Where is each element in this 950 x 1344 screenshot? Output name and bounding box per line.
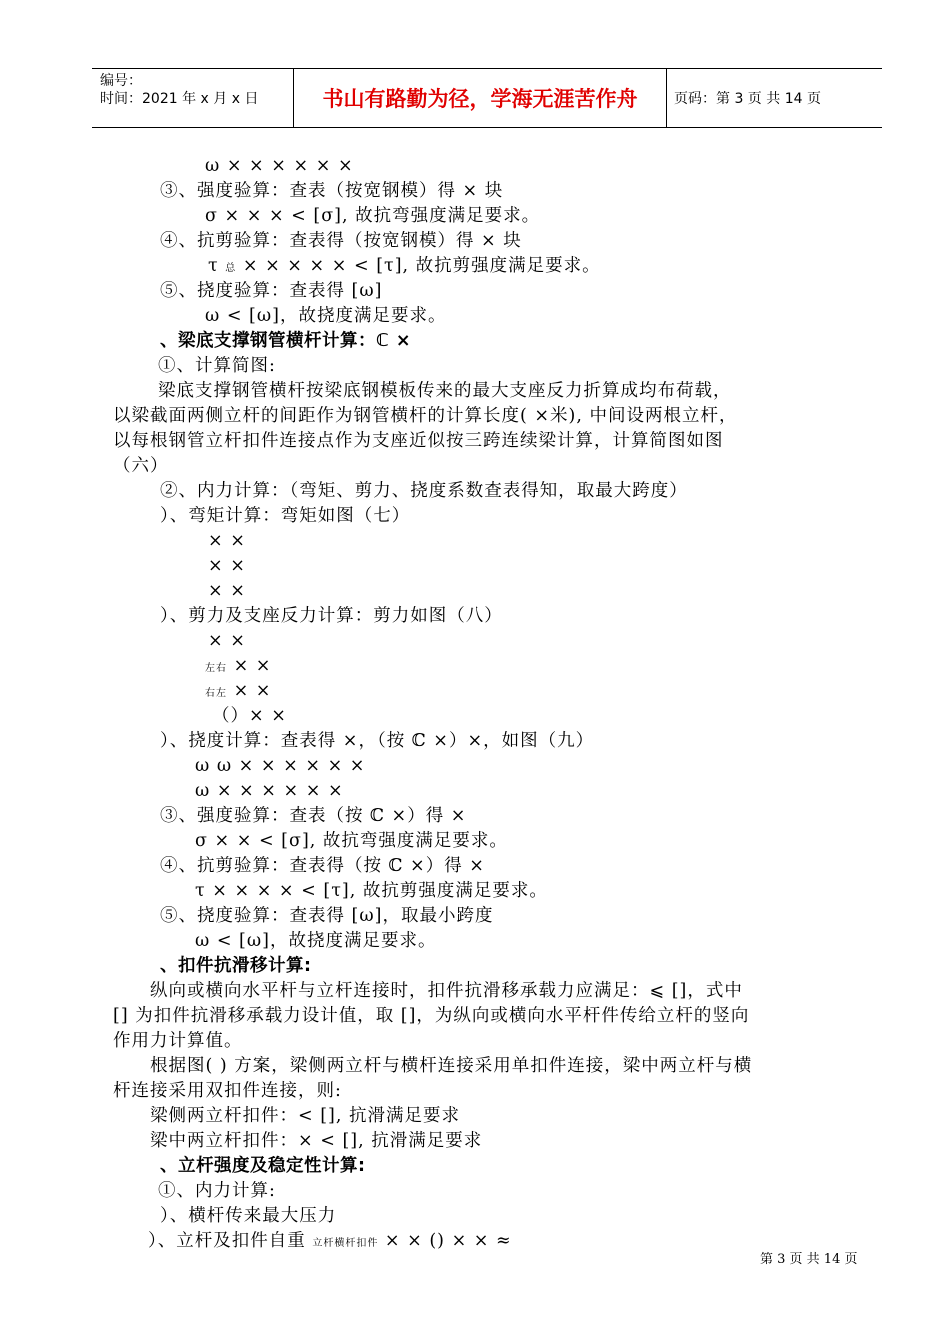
text-subscript: 总 <box>225 263 237 274</box>
text-line: [] 为扣件抗滑移承载力设计值，取 []，为纵向或横向水平杆件传给立杆的竖向 <box>113 1006 750 1026</box>
text-line: ②、内力计算：（弯矩、剪力、挠度系数查表得知，取最大跨度） <box>160 481 688 501</box>
text-line: ④、抗剪验算：查表得（按宽钢模）得 × 块 <box>160 231 522 251</box>
text-line: 梁底支撑钢管横杆按梁底钢模板传来的最大支座反力折算成均布荷载， <box>158 381 732 401</box>
text-line: × × <box>208 531 246 551</box>
text-fragment: × × () × × ≈ <box>384 1231 512 1251</box>
text-subscript: 左右 <box>205 663 227 674</box>
header-page-info: 页码：第 3 页 共 14 页 <box>674 91 821 107</box>
text-line <box>208 254 601 281</box>
text-line: ⑤、挠度验算：查表得 [ω] <box>160 281 383 301</box>
text-fragment: × × <box>233 656 272 676</box>
header-divider <box>666 68 667 128</box>
text-line: ω < [ω]，故挠度满足要求。 <box>195 931 437 951</box>
text-line: ①、计算简图: <box>158 356 276 376</box>
text-line: ③、强度验算：查表（按 ℂ ×）得 × <box>160 806 467 826</box>
text-line: 以梁截面两侧立杆的间距作为钢管横杆的计算长度( ×米), 中间设两根立杆， <box>113 406 738 426</box>
header-meta <box>100 72 258 108</box>
text-line: 梁侧两立杆扣件：< [], 抗滑满足要求 <box>150 1106 461 1126</box>
header-motto: 书山有路勤为径，学海无涯苦作舟 <box>322 87 638 111</box>
text-line: ）、剪力及支座反力计算：剪力如图（八） <box>160 606 503 626</box>
text-line: ⑤、挠度验算：查表得 [ω]，取最小跨度 <box>160 906 494 926</box>
text-line: 梁中两立杆扣件：× < [], 抗滑满足要求 <box>150 1131 483 1151</box>
text-line: ）、弯矩计算：弯矩如图（七） <box>160 506 411 526</box>
text-line: τ × × × × < [τ], 故抗剪强度满足要求。 <box>195 881 548 901</box>
text-fragment: × × × × × < [τ], 故抗剪强度满足要求。 <box>242 256 601 276</box>
text-line: ③、强度验算：查表（按宽钢模）得 × 块 <box>160 181 504 201</box>
section-heading: 、扣件抗滑移计算: <box>160 956 312 976</box>
text-line: ①、内力计算: <box>158 1181 276 1201</box>
header-code: 编号： <box>100 73 142 89</box>
text-line: （六） <box>113 456 169 476</box>
section-heading: 、梁底支撑钢管横杆计算：ℂ × <box>160 331 412 351</box>
text-line: ）、横杆传来最大压力 <box>160 1206 337 1226</box>
text-line: 作用力计算值。 <box>113 1031 243 1051</box>
text-line: σ × × < [σ], 故抗弯强度满足要求。 <box>195 831 508 851</box>
text-subscript: 右左 <box>205 688 227 699</box>
text-line: ω ω × × × × × × <box>195 756 366 776</box>
text-line: ④、抗剪验算：查表得（按 ℂ ×）得 × <box>160 856 485 876</box>
text-line <box>205 679 271 706</box>
text-fragment: ）、立杆及扣件自重 <box>148 1231 306 1251</box>
text-line: 根据图( ) 方案，梁侧两立杆与横杆连接采用单扣件连接，梁中两立杆与横 <box>150 1056 753 1076</box>
text-symbol: τ <box>208 256 219 276</box>
section-heading: 、立杆强度及稳定性计算: <box>160 1156 366 1176</box>
text-line <box>148 1229 512 1256</box>
page-footer: 第 3 页 共 14 页 <box>760 1252 858 1267</box>
text-line: × × <box>208 581 246 601</box>
text-line: 纵向或横向水平杆与立杆连接时，扣件抗滑移承载力应满足：⩽ []，式中 <box>150 981 743 1001</box>
text-subscript: 立杆横杆扣件 <box>312 1238 379 1249</box>
text-line: 以每根钢管立杆扣件连接点作为支座近似按三跨连续梁计算，计算简图如图 <box>113 431 724 451</box>
text-line: ）、挠度计算：查表得 ×，（按 ℂ ×）×，如图（九） <box>160 731 595 751</box>
header-time: 时间：2021 年 x 月 x 日 <box>100 91 259 107</box>
text-line: （）× × <box>212 706 287 726</box>
text-line: ω × × × × × × <box>205 156 354 176</box>
text-line <box>205 654 271 681</box>
text-line: ω < [ω]，故挠度满足要求。 <box>205 306 447 326</box>
page-header <box>92 68 882 128</box>
text-line: 杆连接采用双扣件连接，则: <box>113 1081 342 1101</box>
text-line: × × <box>208 556 246 576</box>
text-fragment: × × <box>233 681 272 701</box>
text-line: σ × × × < [σ], 故抗弯强度满足要求。 <box>205 206 541 226</box>
text-line: × × <box>208 631 246 651</box>
text-line: ω × × × × × × <box>195 781 344 801</box>
